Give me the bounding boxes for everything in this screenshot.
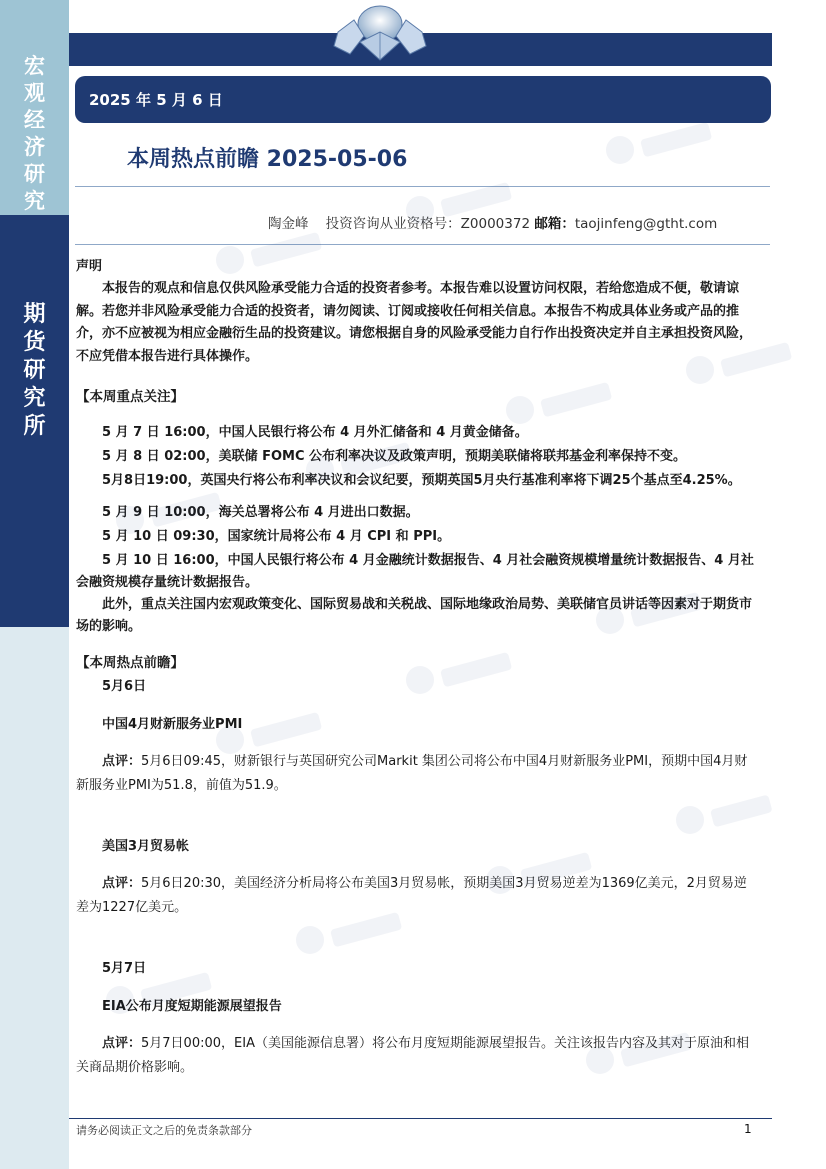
sidebar-char: 期 xyxy=(23,301,46,327)
day-label: 5月6日 xyxy=(102,679,147,694)
focus-item: 5 月 9 日 10:00，海关总署将公布 4 月进出口数据。 xyxy=(102,505,419,520)
diamond-logo-icon xyxy=(320,2,440,62)
sidebar-char: 宏 xyxy=(24,53,45,78)
report-title: 本周热点前瞻 2025-05-06 xyxy=(127,147,408,172)
event-title: EIA公布月度短期能源展望报告 xyxy=(102,999,282,1014)
date-banner xyxy=(75,76,771,123)
sidebar-char: 究 xyxy=(23,385,46,411)
comment-label: 点评： xyxy=(102,876,142,891)
page-number: 1 xyxy=(744,1122,752,1136)
author-line xyxy=(268,212,717,232)
focus-closing: 此外，重点关注国内宏观政策变化、国际贸易战和关税战、国际地缘政治局势、美联储官员讲话等因素对于期货市场的影响。 xyxy=(76,597,753,634)
event-title: 美国3月贸易帐 xyxy=(102,839,190,854)
sidebar-institute-label xyxy=(0,300,69,440)
weekly-preview-section xyxy=(76,652,756,1080)
sidebar-char: 研 xyxy=(24,161,45,186)
email-label: 邮箱： xyxy=(534,216,575,232)
disclaimer-text: 本报告的观点和信息仅供风险承受能力合适的投资者参考。本报告难以设置访问权限，若给您造成不便，敬请谅解。若您并非风险承受能力合适的投资者，请勿阅读、订阅或接收任何相关信息。本报告不构成具体业务或产品的推介，亦不应被视为相应金融衍生品的投资建议。请您根据自身的风险承受能力自行作出投资决定并自主承担投资风险，不应凭借本报告进行具体操作。 xyxy=(76,281,753,364)
focus-item: 5月8日19:00，英国央行将公布利率决议和会议纪要，预期英国5月央行基准利率将下调25个基点至4.25%。 xyxy=(102,473,741,488)
sidebar-char: 研 xyxy=(23,357,46,383)
focus-heading: 【本周重点关注】 xyxy=(76,389,184,405)
title-divider xyxy=(75,186,770,187)
author-divider xyxy=(75,244,770,245)
footer-notice: 请务必阅读正文之后的免责条款部分 xyxy=(76,1124,252,1137)
focus-item: 5 月 10 日 16:00，中国人民银行将公布 4 月金融统计数据报告、4 月社会融资规模增量统计数据报告、4 月社会融资规模存量统计数据报告。 xyxy=(76,553,754,590)
focus-item: 5 月 7 日 16:00，中国人民银行将公布 4 月外汇储备和 4 月黄金储备。 xyxy=(102,425,528,440)
day-label: 5月7日 xyxy=(102,961,147,976)
sidebar-char: 所 xyxy=(23,413,46,439)
comment-label: 点评： xyxy=(102,1036,142,1051)
sidebar-bottom-panel xyxy=(0,627,69,1169)
preview-heading: 【本周热点前瞻】 xyxy=(76,655,184,671)
footer-divider xyxy=(69,1118,772,1119)
sidebar-char: 济 xyxy=(24,134,45,159)
sidebar-macro-label xyxy=(0,52,69,214)
focus-item: 5 月 10 日 09:30，国家统计局将公布 4 月 CPI 和 PPI。 xyxy=(102,529,451,544)
disclaimer-heading: 声明 xyxy=(76,259,103,274)
comment-label: 点评： xyxy=(102,754,142,769)
qualification-number: 投资咨询从业资格号：Z0000372 xyxy=(325,216,531,232)
comment-text: 5月6日09:45，财新银行与英国研究公司Markit 集团公司将公布中国4月财新服务业PMI，预期中国4月财新服务业PMI为51.8，前值为51.9。 xyxy=(76,754,748,793)
event-comment xyxy=(76,750,756,798)
weekly-focus-section xyxy=(76,386,756,638)
sidebar-char: 经 xyxy=(24,107,45,132)
report-date: 2025 年 5 月 6 日 xyxy=(89,91,223,109)
disclaimer-section xyxy=(76,256,756,368)
event-comment xyxy=(76,1032,756,1080)
sidebar-char: 究 xyxy=(24,188,45,213)
event-comment xyxy=(76,872,756,920)
sidebar-char: 观 xyxy=(24,80,45,105)
comment-text: 5月6日20:30，美国经济分析局将公布美国3月贸易帐，预期美国3月贸易逆差为1369亿美元，2月贸易逆差为1227亿美元。 xyxy=(76,876,747,915)
author-name: 陶金峰 xyxy=(268,216,309,232)
event-title: 中国4月财新服务业PMI xyxy=(102,717,243,732)
focus-item: 5 月 8 日 02:00，美联储 FOMC 公布利率决议及政策声明，预期美联储将联邦基金利率保持不变。 xyxy=(102,449,687,464)
comment-text: 5月7日00:00，EIA（美国能源信息署）将公布月度短期能源展望报告。关注该报告内容及其对于原油和相关商品期价格影响。 xyxy=(76,1036,749,1075)
email-link[interactable]: taojinfeng@gtht.com xyxy=(574,216,718,232)
sidebar-char: 货 xyxy=(23,329,46,355)
